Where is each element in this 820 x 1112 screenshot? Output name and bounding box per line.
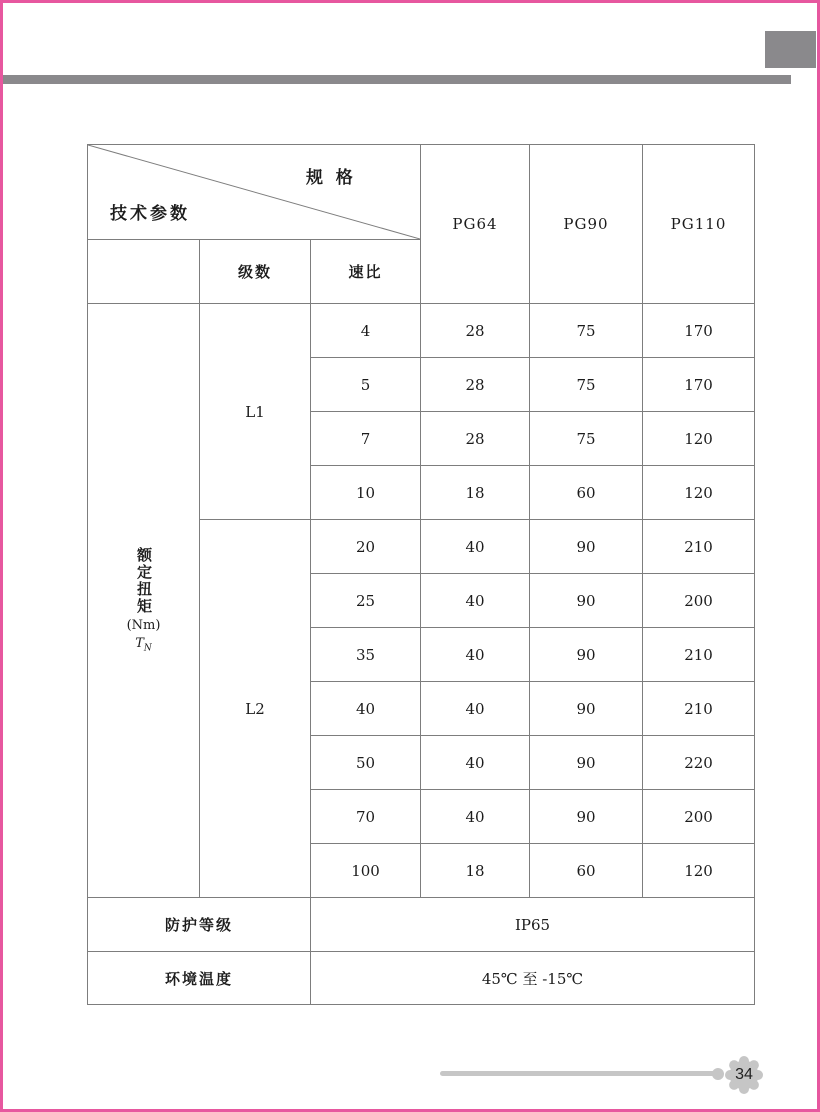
table-row bbox=[88, 304, 755, 358]
value-cell: 60 bbox=[530, 844, 643, 898]
value-cell: 210 bbox=[643, 520, 755, 574]
protection-label: 防护等级 bbox=[88, 898, 311, 952]
empty-header-cell bbox=[88, 240, 200, 304]
diagonal-line bbox=[88, 145, 420, 239]
value-cell: 28 bbox=[421, 358, 530, 412]
col-header-pg64: PG64 bbox=[421, 145, 530, 304]
value-cell: 60 bbox=[530, 466, 643, 520]
protection-row bbox=[88, 898, 755, 952]
ratio-cell: 25 bbox=[311, 574, 421, 628]
value-cell: 40 bbox=[421, 520, 530, 574]
value-cell: 170 bbox=[643, 304, 755, 358]
temperature-row bbox=[88, 952, 755, 1005]
ratio-cell: 10 bbox=[311, 466, 421, 520]
ratio-cell: 35 bbox=[311, 628, 421, 682]
torque-unit: (Nm) bbox=[126, 618, 161, 634]
protection-value: IP65 bbox=[311, 898, 755, 952]
value-cell: 210 bbox=[643, 682, 755, 736]
value-cell: 90 bbox=[530, 736, 643, 790]
value-cell: 220 bbox=[643, 736, 755, 790]
value-cell: 120 bbox=[643, 412, 755, 466]
corner-cell bbox=[88, 145, 421, 240]
value-cell: 90 bbox=[530, 790, 643, 844]
spec-table bbox=[87, 144, 755, 1005]
value-cell: 18 bbox=[421, 466, 530, 520]
value-cell: 120 bbox=[643, 844, 755, 898]
ratio-header: 速比 bbox=[311, 240, 421, 304]
temperature-label: 环境温度 bbox=[88, 952, 311, 1005]
col-header-pg110: PG110 bbox=[643, 145, 755, 304]
footer-rule bbox=[440, 1071, 718, 1076]
stages-header: 级数 bbox=[200, 240, 311, 304]
value-cell: 40 bbox=[421, 682, 530, 736]
page-number: 34 bbox=[735, 1066, 753, 1083]
value-cell: 40 bbox=[421, 736, 530, 790]
ratio-cell: 40 bbox=[311, 682, 421, 736]
ratio-cell: 100 bbox=[311, 844, 421, 898]
value-cell: 75 bbox=[530, 412, 643, 466]
ratio-cell: 70 bbox=[311, 790, 421, 844]
value-cell: 40 bbox=[421, 628, 530, 682]
value-cell: 200 bbox=[643, 574, 755, 628]
value-cell: 28 bbox=[421, 412, 530, 466]
header-row-1 bbox=[88, 145, 755, 240]
params-axis-label: 技术参数 bbox=[110, 204, 190, 223]
value-cell: 90 bbox=[530, 628, 643, 682]
value-cell: 200 bbox=[643, 790, 755, 844]
ratio-cell: 4 bbox=[311, 304, 421, 358]
ratio-cell: 7 bbox=[311, 412, 421, 466]
ratio-cell: 50 bbox=[311, 736, 421, 790]
value-cell: 40 bbox=[421, 790, 530, 844]
value-cell: 210 bbox=[643, 628, 755, 682]
top-accent-bar bbox=[3, 75, 791, 84]
stage-cell-l1: L1 bbox=[200, 304, 311, 520]
value-cell: 90 bbox=[530, 574, 643, 628]
spec-axis-label: 规 格 bbox=[306, 168, 357, 187]
value-cell: 120 bbox=[643, 466, 755, 520]
col-header-pg90: PG90 bbox=[530, 145, 643, 304]
top-corner-block bbox=[765, 31, 816, 68]
value-cell: 90 bbox=[530, 682, 643, 736]
torque-name: 额定扭矩 bbox=[135, 547, 152, 616]
value-cell: 75 bbox=[530, 304, 643, 358]
value-cell: 40 bbox=[421, 574, 530, 628]
value-cell: 170 bbox=[643, 358, 755, 412]
ratio-cell: 5 bbox=[311, 358, 421, 412]
temperature-value: 45℃ 至 -15℃ bbox=[311, 952, 755, 1005]
stage-cell-l2: L2 bbox=[200, 520, 311, 898]
value-cell: 90 bbox=[530, 520, 643, 574]
value-cell: 28 bbox=[421, 304, 530, 358]
torque-label bbox=[88, 547, 199, 654]
value-cell: 75 bbox=[530, 358, 643, 412]
torque-label-cell bbox=[88, 304, 200, 898]
value-cell: 18 bbox=[421, 844, 530, 898]
ratio-cell: 20 bbox=[311, 520, 421, 574]
page-number-badge bbox=[723, 1054, 765, 1096]
torque-symbol: $T_N$ bbox=[135, 636, 152, 654]
